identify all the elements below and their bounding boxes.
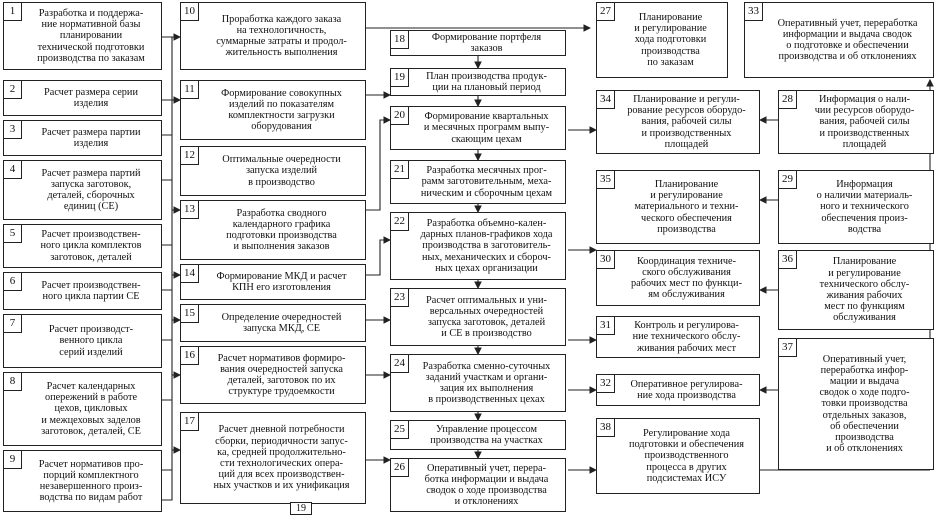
block-text: Расчет оптимальных и уни- версальных очередностей запуска заготовок, деталей и СЕ в производство: [426, 294, 547, 340]
block-number: 16: [181, 347, 199, 365]
block-1: [3, 2, 162, 70]
block-31: [596, 316, 760, 358]
block-number: 35: [597, 171, 615, 189]
block-number: 28: [779, 91, 797, 109]
block-30: [596, 250, 760, 306]
block-text: Формирование совокупных изделий по показателям комплектности загрузки оборудования: [221, 87, 342, 133]
block-text: Информация о нали- чии ресурсов оборудо- вания, рабочей силы и производственных площадей: [814, 93, 915, 150]
block-25: [390, 420, 566, 450]
block-text: Проработка каждого заказа на технологичность, суммарные затраты и продол- жительность выполнения: [216, 13, 347, 59]
block-text: Определение очередностей запуска МКД, СЕ: [221, 311, 342, 334]
block-text: Расчет размера партий запуска заготовок, деталей, сборочных единиц (СЕ): [41, 167, 141, 213]
block-number: 21: [391, 161, 409, 179]
block-20: [390, 106, 566, 150]
block-text: Оперативный учет, переработка информации и выдача сводок о подготовке и обеспечении производства и об отклонениях: [777, 17, 918, 63]
block-text: Планирование и регулирование материального и техни- ческого обеспечения производства: [634, 178, 739, 235]
block-text: Контроль и регулирова- ние технического обслу- живания рабочих мест: [632, 320, 741, 354]
block-17: [180, 412, 366, 504]
block-text: Расчет производст- венного цикла серий изделий: [48, 324, 134, 358]
block-text: Оперативный учет, перера- ботка информации и выдача сводок о ходе производства и отклонениях: [424, 462, 549, 508]
block-3: [3, 120, 162, 156]
block-9: [3, 450, 162, 512]
block-text: Расчет нормативов формиро- вания очередностей запуска деталей, заготовок по их структуре трудоемкости: [217, 352, 346, 398]
block-text: Управление процессом производства на участках: [430, 423, 543, 446]
block-text: Формирование МКД и расчет КПН его изготовления: [216, 270, 347, 293]
block-number: 9: [4, 451, 22, 469]
block-text: Разработка объемно-кален- дарных планов-графиков хода производства в заготовитель- ных, механических и сбороч- ных цехах организации: [420, 217, 553, 274]
block-number: 6: [4, 273, 22, 291]
block-text: Оптимальные очередности запуска изделий в производство: [222, 154, 341, 188]
block-26: [390, 458, 566, 512]
block-number: 3: [4, 121, 22, 139]
block-7: [3, 314, 162, 368]
block-33: [744, 2, 934, 78]
block-number: 29: [779, 171, 797, 189]
block-text: Расчет размера серии изделия: [44, 86, 138, 109]
block-text: Планирование и регули- рование ресурсов оборудо- вания, рабочей силы и производственных площадей: [627, 93, 746, 150]
block-38: [596, 418, 760, 494]
block-number: 11: [181, 81, 199, 99]
block-number: 26: [391, 459, 409, 477]
block-text: Разработка месячных прог- рамм заготовительным, меха- ническим и сборочным цехам: [420, 165, 553, 199]
block-number: 20: [391, 107, 409, 125]
block-4: [3, 160, 162, 220]
block-6: [3, 272, 162, 310]
block-number: 18: [391, 31, 409, 49]
block-18: [390, 30, 566, 56]
block-number: 34: [597, 91, 615, 109]
block-37: [778, 338, 934, 470]
block-text: Разработка сменно-суточных заданий участкам и органи- зация их выполнения в производственных цехах: [422, 360, 551, 406]
block-number: 15: [181, 305, 199, 323]
block-number: 5: [4, 225, 22, 243]
block-19: [390, 68, 566, 96]
block-number: 23: [391, 289, 409, 307]
block-number: 2: [4, 81, 22, 99]
block-number: 31: [597, 317, 615, 335]
block-10: [180, 2, 366, 70]
block-text: Информация о наличии материаль- ного и технического обеспечения произ- водства: [816, 178, 913, 235]
block-16: [180, 346, 366, 404]
block-35: [596, 170, 760, 244]
block-number: 38: [597, 419, 615, 437]
block-number: 22: [391, 213, 409, 231]
block-number: 7: [4, 315, 22, 333]
block-21: [390, 160, 566, 204]
block-36: [778, 250, 934, 330]
block-29: [778, 170, 934, 244]
block-number: 24: [391, 355, 409, 373]
block-number: 25: [391, 421, 409, 439]
block-5: [3, 224, 162, 268]
block-8: [3, 372, 162, 446]
block-number: 27: [597, 3, 615, 21]
block-text: Разработка и поддержа- ние нормативной базы планировании технической подготовки производства по заказам: [37, 7, 145, 64]
block-15: [180, 304, 366, 342]
block-text: Формирование квартальных и месячных программ выпу- скающим цехам: [423, 111, 550, 145]
block-2: [3, 80, 162, 116]
block-number: 4: [4, 161, 22, 179]
block-text: Расчет дневной потребности сборки, периодичности запус- ка, средней продолжительно- сти технологических опера- ций для всех производствен- ных участков и их унификация: [213, 424, 350, 492]
block-34: [596, 90, 760, 154]
block-text: Расчет производствен- ного цикла комплектов заготовок, деталей: [40, 229, 142, 263]
block-24: [390, 354, 566, 412]
block-text: Расчет производствен- ного цикла партии СЕ: [41, 279, 141, 302]
block-28: [778, 90, 934, 154]
block-text: Расчет нормативов про- порций комплектного незавершенного произ- водства по видам работ: [38, 458, 144, 504]
block-27: [596, 2, 728, 78]
ref-box-19: 19: [290, 502, 312, 515]
block-text: Формирование портфеля заказов: [431, 31, 542, 54]
block-number: 36: [779, 251, 797, 269]
block-text: Расчет календарных опережений в работе цехов, цикловых и межцеховых заделов заготовок, деталей, СЕ: [41, 380, 141, 437]
block-number: 33: [745, 3, 763, 21]
block-number: 8: [4, 373, 22, 391]
block-text: Разработка сводного календарного графика подготовки производства и выполнения заказов: [226, 207, 337, 253]
block-number: 37: [779, 339, 797, 357]
block-number: 19: [391, 69, 409, 87]
block-text: Оперативный учет, переработка инфор- мации и выдача сводок о ходе подго- товки производства отдельных заказов, об обеспечении производства и об отклонениях: [819, 353, 910, 455]
block-number: 30: [597, 251, 615, 269]
block-number: 13: [181, 201, 199, 219]
block-32: [596, 374, 760, 406]
block-23: [390, 288, 566, 346]
block-text: Расчет размера партии изделия: [41, 126, 141, 149]
block-13: [180, 200, 366, 260]
block-11: [180, 80, 366, 140]
block-22: [390, 212, 566, 280]
block-text: Регулирование хода подготовки и обеспечения производственного процесса в других подсистемах ИСУ: [628, 427, 745, 484]
block-number: 14: [181, 265, 199, 283]
block-number: 1: [4, 3, 22, 21]
block-text: Оперативное регулирова- ние хода производства: [630, 378, 743, 401]
block-text: Координация техниче- ского обслуживания рабочих мест по функци- ям обслуживания: [631, 255, 742, 301]
block-12: [180, 146, 366, 196]
block-text: План производства продук- ции на плановый период: [426, 70, 547, 93]
block-14: [180, 264, 366, 300]
block-text: Планирование и регулирование технического обслу- живания рабочих мест по функциям обслуживания: [819, 256, 910, 324]
block-number: 10: [181, 3, 199, 21]
block-number: 12: [181, 147, 199, 165]
block-text: Планирование и регулирование хода подготовки производства по заказам: [634, 11, 707, 68]
block-number: 32: [597, 375, 615, 393]
block-number: 17: [181, 413, 199, 431]
